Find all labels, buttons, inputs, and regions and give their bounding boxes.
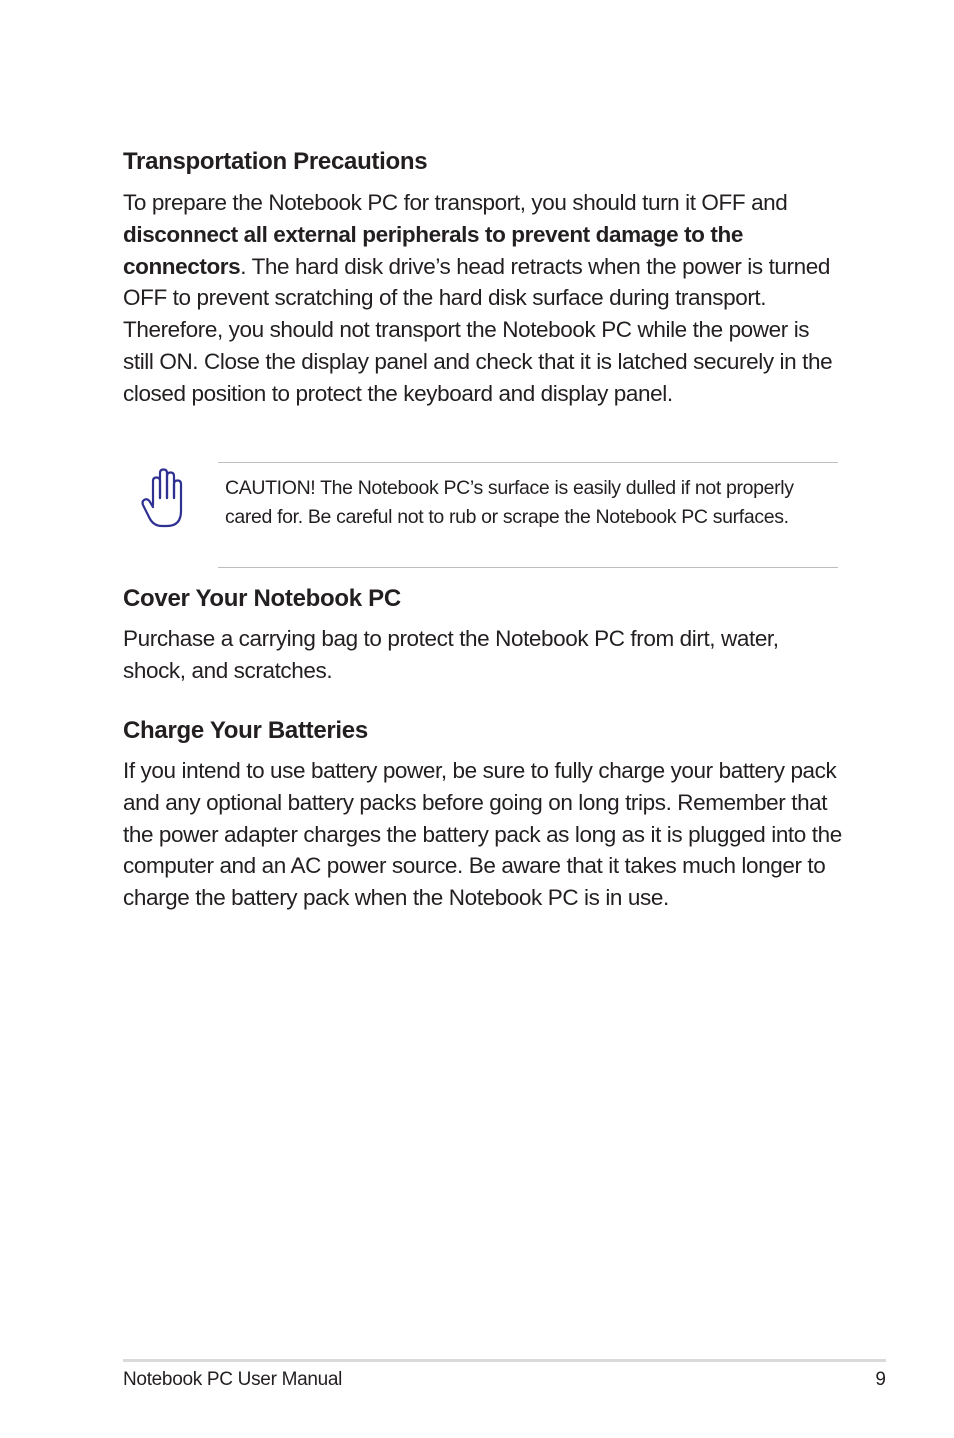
footer-rule bbox=[123, 1359, 886, 1362]
charge-section bbox=[123, 716, 843, 914]
page-number: 9 bbox=[875, 1369, 886, 1390]
transport-paragraph bbox=[123, 187, 843, 410]
cover-section bbox=[123, 584, 843, 687]
charge-heading: Charge Your Batteries bbox=[123, 717, 368, 744]
cover-paragraph: Purchase a carrying bag to protect the Notebook PC from dirt, water, shock, and scratches. bbox=[123, 626, 779, 683]
caution-note bbox=[123, 462, 838, 567]
transport-text-post: . The hard disk drive’s head retracts when the power is turned OFF to prevent scratching of the hard disk surface during transport. Therefore, you should not transport the Notebook PC while the power is still ON. Close the display panel and check that it is latched securely in the closed position to protect the keyboard and display panel. bbox=[123, 253, 833, 406]
cover-heading: Cover Your Notebook PC bbox=[123, 585, 401, 612]
caution-text: CAUTION! The Notebook PC’s surface is easily dulled if not properly cared for. Be careful not to rub or scrape the Notebook PC surfaces. bbox=[225, 477, 794, 528]
footer-title: Notebook PC User Manual bbox=[123, 1369, 343, 1390]
charge-paragraph: If you intend to use battery power, be sure to fully charge your battery pack and any optional battery packs before going on long trips. Remember that the power adapter charges the battery pack as long as it is plugged into the computer and an AC power source. Be aware that it takes much longer to charge the battery pack when the Notebook PC is in use. bbox=[123, 758, 842, 911]
transport-section bbox=[123, 147, 843, 410]
transport-text-pre: To prepare the Notebook PC for transport, you should turn it OFF and bbox=[123, 190, 788, 215]
transport-heading: Transportation Precautions bbox=[123, 148, 428, 175]
hand-stop-icon bbox=[140, 465, 190, 531]
transport-text-bold: disconnect all external peripherals to prevent damage to the connectors bbox=[123, 221, 743, 279]
caution-box bbox=[218, 462, 838, 568]
